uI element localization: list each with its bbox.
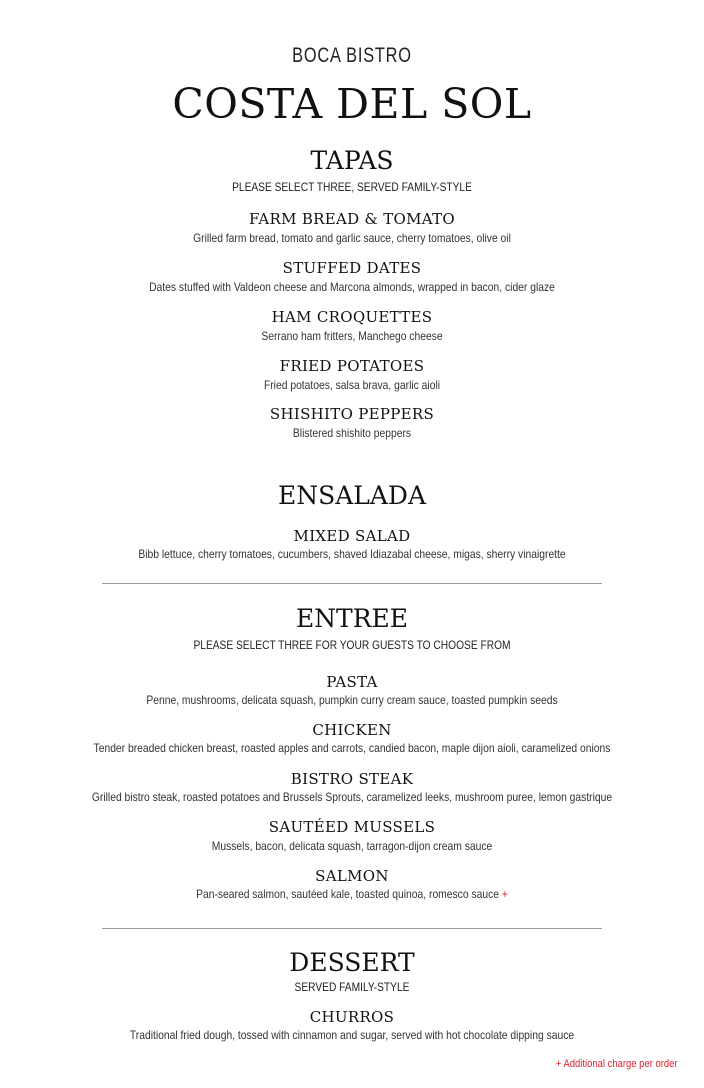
menu-item-name: SAUTÉED MUSSELS bbox=[268, 818, 436, 836]
menu-item-name: SHISHITO PEPPERS bbox=[269, 405, 435, 423]
section-divider bbox=[102, 583, 602, 584]
section-note-tapas: PLEASE SELECT THREE, SERVED FAMILY-STYLE bbox=[232, 180, 472, 194]
menu-item-description: Serrano ham fritters, Manchego cheese bbox=[261, 329, 443, 343]
section-heading-tapas: TAPAS bbox=[310, 146, 394, 175]
section-divider bbox=[102, 928, 602, 929]
section-note-dessert: SERVED FAMILY-STYLE bbox=[294, 980, 410, 994]
menu-item-description-text: Pan-seared salmon, sautéed kale, toasted quinoa, romesco sauce bbox=[196, 887, 499, 901]
menu-item-name: BISTRO STEAK bbox=[290, 770, 414, 788]
section-note-entree: PLEASE SELECT THREE FOR YOUR GUESTS TO CHOOSE FROM bbox=[193, 638, 511, 652]
menu-item-description: Dates stuffed with Valdeon cheese and Marcona almonds, wrapped in bacon, cider glaze bbox=[149, 280, 555, 294]
menu-item-description: Grilled farm bread, tomato and garlic sauce, cherry tomatoes, olive oil bbox=[193, 231, 511, 245]
menu-item-description: Bibb lettuce, cherry tomatoes, cucumbers, shaved Idiazabal cheese, migas, sherry vinaigrette bbox=[138, 547, 566, 561]
menu-item-description: Mussels, bacon, delicata squash, tarragon-dijon cream sauce bbox=[211, 839, 493, 853]
menu-item-name: PASTA bbox=[326, 673, 378, 691]
menu-item-description: Tender breaded chicken breast, roasted apples and carrots, candied bacon, maple dijon aioli, caramelized onions bbox=[93, 741, 611, 755]
menu-item-name: STUFFED DATES bbox=[282, 259, 422, 277]
menu-item-description bbox=[49, 887, 654, 901]
menu-title: COSTA DEL SOL bbox=[172, 80, 532, 128]
menu-item-description: Blistered shishito peppers bbox=[292, 426, 412, 440]
menu-item-name: SALMON bbox=[315, 867, 389, 885]
section-heading-entree: ENTREE bbox=[295, 604, 409, 633]
additional-charge-marker: + bbox=[501, 887, 508, 901]
menu-item-description: Traditional fried dough, tossed with cinnamon and sugar, served with hot chocolate dipping sauce bbox=[129, 1028, 575, 1042]
section-heading-ensalada: ENSALADA bbox=[277, 481, 427, 510]
menu-item-name: CHURROS bbox=[309, 1008, 395, 1026]
menu-item-description: Fried potatoes, salsa brava, garlic aioli bbox=[263, 378, 441, 392]
menu-item-name: CHICKEN bbox=[312, 721, 392, 739]
brand-name: BOCA BISTRO bbox=[292, 44, 412, 67]
menu-item-description: Penne, mushrooms, delicata squash, pumpkin curry cream sauce, toasted pumpkin seeds bbox=[146, 693, 558, 707]
menu-item-name: FARM BREAD & TOMATO bbox=[248, 210, 456, 228]
menu-item-description: Grilled bistro steak, roasted potatoes and Brussels Sprouts, caramelized leeks, mushroom puree, lemon gastrique bbox=[91, 790, 613, 804]
menu-item-name: FRIED POTATOES bbox=[279, 357, 425, 375]
section-heading-dessert: DESSERT bbox=[289, 948, 415, 977]
additional-charge-footnote: + Additional charge per order bbox=[556, 1058, 678, 1070]
menu-item-name: MIXED SALAD bbox=[293, 527, 411, 545]
menu-item-name: HAM CROQUETTES bbox=[271, 308, 433, 326]
